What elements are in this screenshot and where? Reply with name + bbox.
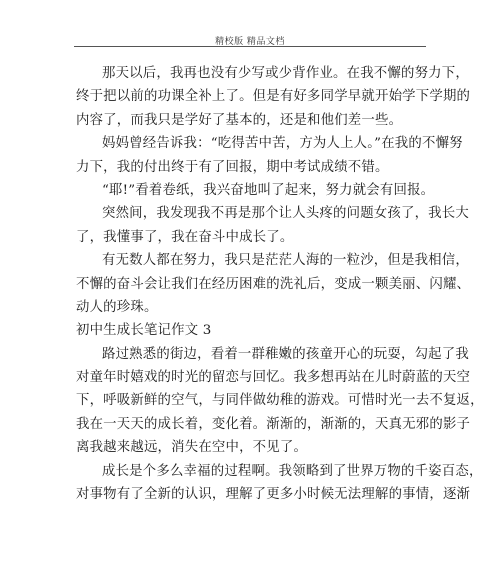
header-divider xyxy=(74,46,426,47)
page-header: 精校版 精品文档 xyxy=(215,37,285,47)
text-line: 有无数人都在努力，我只是茫茫人海的一粒沙，但是我相信， xyxy=(102,253,469,269)
text-line: 内容了，而我只是学好了基本的，还是和他们差一些。 xyxy=(76,112,403,128)
text-line: 下，呼吸新鲜的空气，与同伴做幼稚的游戏。可惜时光一去不复返， xyxy=(76,393,484,409)
text-line: 对事物有了全新的认识，理解了更多小时候无法理解的事情，逐渐 xyxy=(76,487,471,503)
text-line: 不懈的奋斗会让我们在经历困难的洗礼后，变成一颗美丽、闪耀、 xyxy=(76,276,471,292)
text-line: 离我越来越远，消失在空中，不见了。 xyxy=(76,440,308,456)
document-body xyxy=(76,62,484,506)
text-line: “耶!”看着卷纸，我兴奋地叫了起来，努力就会有回报。 xyxy=(102,182,435,198)
text-line: 我在一天天的成长着，变化着。渐渐的，渐渐的，天真无邪的影子 xyxy=(76,416,471,432)
text-line: 妈妈曾经告诉我：“吃得苦中苦，方为人上人。”在我的不懈努 xyxy=(102,136,463,152)
text-line: 了，我懂事了，我在奋斗中成长了。 xyxy=(76,229,294,245)
text-line: 初中生成长笔记作文 3 xyxy=(76,323,212,339)
text-line: 路过熟悉的街边，看着一群稚嫩的孩童开心的玩耍，勾起了我 xyxy=(102,346,469,362)
text-line: 对童年时嬉戏的时光的留恋与回忆。我多想再站在儿时蔚蓝的天空 xyxy=(76,370,471,386)
text-line: 终于把以前的功课全补上了。但是有好多同学早就开始学下学期的 xyxy=(76,89,471,105)
text-line: 那天以后，我再也没有少写或少背作业。在我不懈的努力下， xyxy=(102,66,469,81)
text-line: 动人的珍珠。 xyxy=(76,299,158,315)
text-line: 力下，我的付出终于有了回报，期中考试成绩不错。 xyxy=(76,159,389,175)
text-line: 突然间，我发现我不再是那个让人头疼的问题女孩了，我长大 xyxy=(102,206,469,222)
text-line: 成长是个多么幸福的过程啊。我领略到了世界万物的千姿百态， xyxy=(102,463,483,479)
